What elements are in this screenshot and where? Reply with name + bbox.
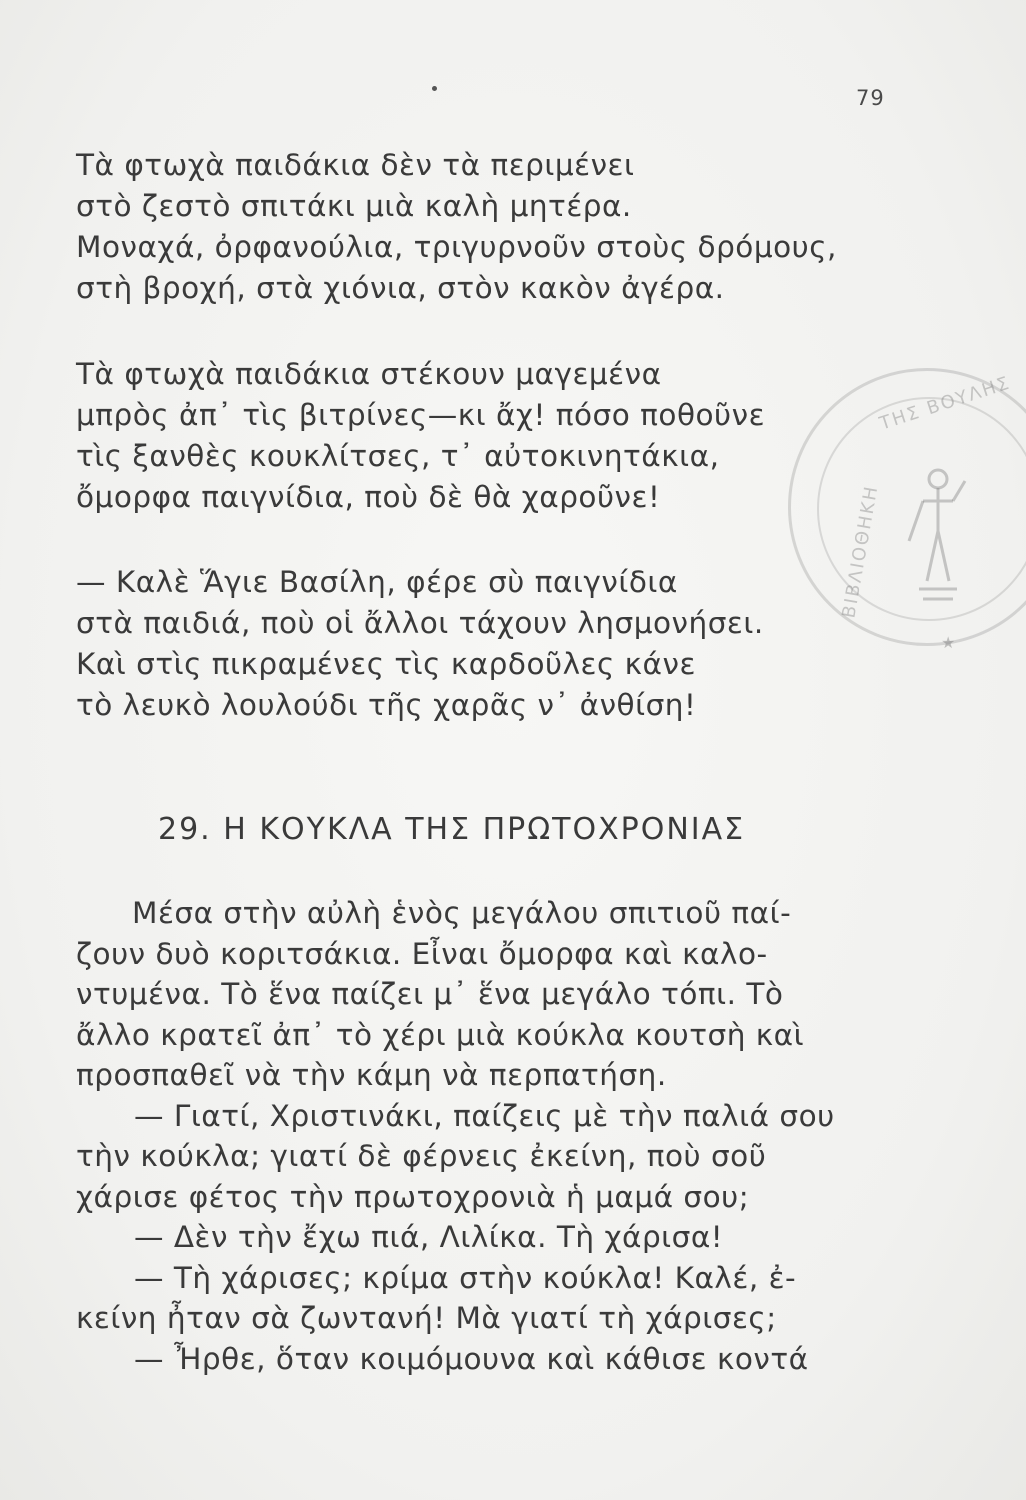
page-number: 79 bbox=[856, 86, 885, 110]
prose-line: — Δὲν τὴν ἔχω πιά, Λιλίκα. Τὴ χάρισα! bbox=[134, 1220, 724, 1254]
prose-line: — Γιατί, Χριστινάκι, παίζεις μὲ τὴν παλιά σου bbox=[134, 1098, 835, 1133]
seal-star-icon: ★ bbox=[941, 633, 956, 652]
poem-line: Καὶ στὶς πικραμένες τὶς καρδοῦλες κάνε bbox=[76, 647, 696, 681]
print-mark bbox=[432, 86, 437, 91]
poem-line: στὰ παιδιά, ποὺ οἱ ἄλλοι τάχουν λησμονήσει. bbox=[76, 606, 764, 640]
prose-line: κείνη ἦταν σὰ ζωντανή! Μὰ γιατί τὴ χάρισες; bbox=[76, 1301, 777, 1335]
poem-line: στὴ βροχή, στὰ χιόνια, στὸν κακὸν ἀγέρα. bbox=[76, 271, 725, 305]
prose-line: ἄλλο κρατεῖ ἀπ᾽ τὸ χέρι μιὰ κούκλα κουτσὴ καὶ bbox=[76, 1017, 805, 1052]
prose-line: ντυμένα. Τὸ ἕνα παίζει μ᾽ ἕνα μεγάλο τόπι. Τὸ bbox=[76, 977, 784, 1011]
prose-line: — Τὴ χάρισες; κρίμα στὴν κούκλα! Καλέ, ἐ- bbox=[134, 1260, 797, 1295]
prose-line: ζουν δυὸ κοριτσάκια. Εἶναι ὄμορφα καὶ καλο- bbox=[76, 936, 768, 971]
prose-line: προσπαθεῖ νὰ τὴν κάμη νὰ περπατήση. bbox=[76, 1058, 667, 1092]
prose-body bbox=[76, 893, 946, 1379]
seal-text-left: ΒΙΒΛΙΟΘΗΚΗ bbox=[838, 483, 883, 620]
poem-line: Μοναχά, ὀρφανούλια, τριγυρνοῦν στοὺς δρόμους, bbox=[76, 230, 837, 264]
poem-stanza-2 bbox=[76, 354, 956, 518]
poem-line: Τὰ φτωχὰ παιδάκια στέκουν μαγεμένα bbox=[76, 357, 662, 391]
poem-stanza-1 bbox=[76, 145, 956, 309]
prose-line: — Ἦρθε, ὅταν κοιμόμουνα καὶ κάθισε κοντά bbox=[134, 1341, 809, 1376]
poem-line: τὸ λευκὸ λουλούδι τῆς χαρᾶς ν᾽ ἀνθίση! bbox=[76, 688, 697, 722]
poem-stanza-3 bbox=[76, 562, 956, 726]
prose-line: Μέσα στὴν αὐλὴ ἑνὸς μεγάλου σπιτιοῦ παί- bbox=[132, 896, 792, 930]
seal-text-top: ΤΗΣ ΒΟΥΛΗΣ bbox=[877, 372, 1014, 435]
chapter-heading: 29. Η ΚΟΥΚΛΑ ΤΗΣ ΠΡΩΤΟΧΡΟΝΙΑΣ bbox=[158, 812, 746, 847]
poem-line: Τὰ φτωχὰ παιδάκια δὲν τὰ περιμένει bbox=[76, 148, 635, 182]
prose-line: τὴν κούκλα; γιατί δὲ φέρνεις ἐκείνη, ποὺ σοῦ bbox=[76, 1139, 767, 1173]
poem-line: τὶς ξανθὲς κουκλίτσες, τ᾽ αὐτοκινητάκια, bbox=[76, 439, 720, 473]
prose-line: χάρισε φέτος τὴν πρωτοχρονιὰ ἡ μαμά σου; bbox=[76, 1179, 750, 1214]
poem-line: ὄμορφα παιγνίδια, ποὺ δὲ θὰ χαροῦνε! bbox=[76, 480, 661, 514]
poem-line: στὸ ζεστὸ σπιτάκι μιὰ καλὴ μητέρα. bbox=[76, 189, 632, 223]
poem-line: μπρὸς ἀπ᾽ τὶς βιτρίνες—κι ἄχ! πόσο ποθοῦνε bbox=[76, 398, 766, 432]
poem-line: — Καλὲ Ἅγιε Βασίλη, φέρε σὺ παιγνίδια bbox=[76, 565, 678, 599]
